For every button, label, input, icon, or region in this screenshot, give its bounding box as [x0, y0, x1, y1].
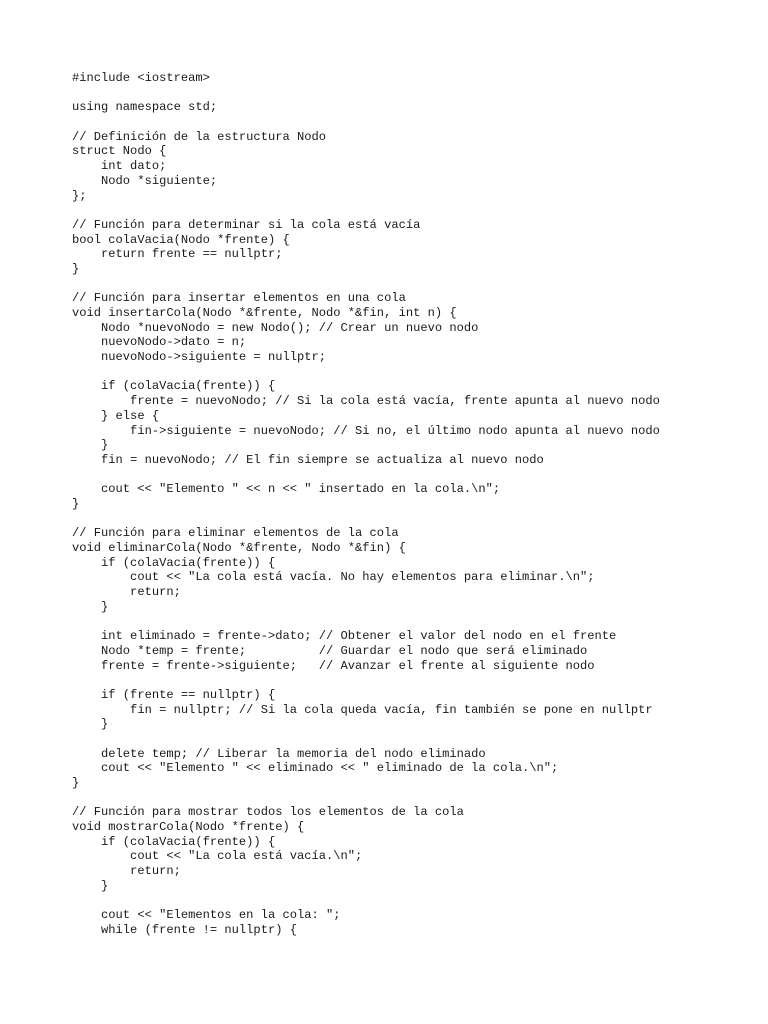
code-line: cout << "La cola está vacía.\n"; [72, 849, 363, 864]
code-line: return; [72, 864, 181, 879]
code-line: cout << "Elemento " << eliminado << " eliminado de la cola.\n"; [72, 761, 559, 776]
code-line: frente = frente->siguiente; // Avanzar el frente al siguiente nodo [72, 658, 595, 673]
code-line: using namespace std; [72, 100, 218, 115]
code-line [72, 277, 660, 292]
code-line [72, 732, 660, 747]
code-line: cout << "La cola está vacía. No hay elementos para eliminar.\n"; [72, 570, 595, 585]
code-line: while (frente != nullptr) { [72, 922, 297, 937]
code-line: } [72, 438, 109, 453]
code-line: #include <iostream> [72, 71, 210, 85]
code-line: } [72, 717, 109, 732]
code-line [72, 512, 660, 527]
code-line: if (colaVacia(frente)) { [72, 834, 276, 849]
code-line: fin = nullptr; // Si la cola queda vacía, fin también se pone en nullptr [72, 702, 653, 717]
code-line: bool colaVacia(Nodo *frente) { [72, 232, 290, 247]
code-line [72, 614, 660, 629]
code-line: Nodo *siguiente; [72, 173, 218, 188]
code-line: // Función para mostrar todos los elementos de la cola [72, 805, 464, 820]
code-line: delete temp; // Liberar la memoria del nodo eliminado [72, 746, 486, 761]
code-line: int dato; [72, 159, 167, 174]
code-line: Nodo *temp = frente; // Guardar el nodo que será eliminado [72, 643, 588, 658]
code-line: // Función para eliminar elementos de la cola [72, 526, 399, 541]
code-line: int eliminado = frente->dato; // Obtener el valor del nodo en el frente [72, 629, 617, 644]
code-line: if (frente == nullptr) { [72, 687, 276, 702]
code-line: void insertarCola(Nodo *&frente, Nodo *&fin, int n) { [72, 306, 457, 320]
code-line [72, 115, 660, 130]
code-line: Nodo *nuevoNodo = new Nodo(); // Crear un nuevo nodo [72, 320, 479, 335]
code-line: // Definición de la estructura Nodo [72, 129, 327, 144]
code-line: } else { [72, 408, 160, 423]
code-line: // Función para insertar elementos en una cola [72, 291, 406, 306]
code-line [72, 673, 660, 688]
code-line [72, 365, 660, 380]
code-line: return; [72, 585, 181, 600]
code-line [72, 791, 660, 806]
code-line: } [72, 878, 109, 893]
code-line: struct Nodo { [72, 144, 167, 159]
code-line: } [72, 261, 80, 276]
code-line: void mostrarCola(Nodo *frente) { [72, 820, 305, 835]
code-line: } [72, 496, 80, 511]
code-line: cout << "Elementos en la cola: "; [72, 908, 341, 923]
code-line: if (colaVacia(frente)) { [72, 379, 276, 394]
code-line: nuevoNodo->siguiente = nullptr; [72, 350, 327, 365]
code-line: } [72, 599, 109, 614]
code-line [72, 894, 660, 909]
code-line: fin->siguiente = nuevoNodo; // Si no, el último nodo apunta al nuevo nodo [72, 423, 660, 438]
code-line: return frente == nullptr; [72, 247, 283, 262]
code-line [72, 468, 660, 483]
code-line: }; [72, 188, 87, 203]
code-line: cout << "Elemento " << n << " insertado en la cola.\n"; [72, 482, 501, 497]
code-line: } [72, 776, 80, 790]
code-line: fin = nuevoNodo; // El fin siempre se actualiza al nuevo nodo [72, 452, 544, 467]
code-listing [72, 71, 660, 938]
code-line: // Función para determinar si la cola está vacía [72, 217, 421, 232]
code-line: if (colaVacia(frente)) { [72, 555, 276, 570]
code-line: nuevoNodo->dato = n; [72, 335, 247, 350]
code-line: void eliminarCola(Nodo *&frente, Nodo *&fin) { [72, 541, 406, 555]
code-line: frente = nuevoNodo; // Si la cola está vacía, frente apunta al nuevo nodo [72, 394, 660, 409]
code-line [72, 86, 660, 101]
code-line [72, 203, 660, 218]
